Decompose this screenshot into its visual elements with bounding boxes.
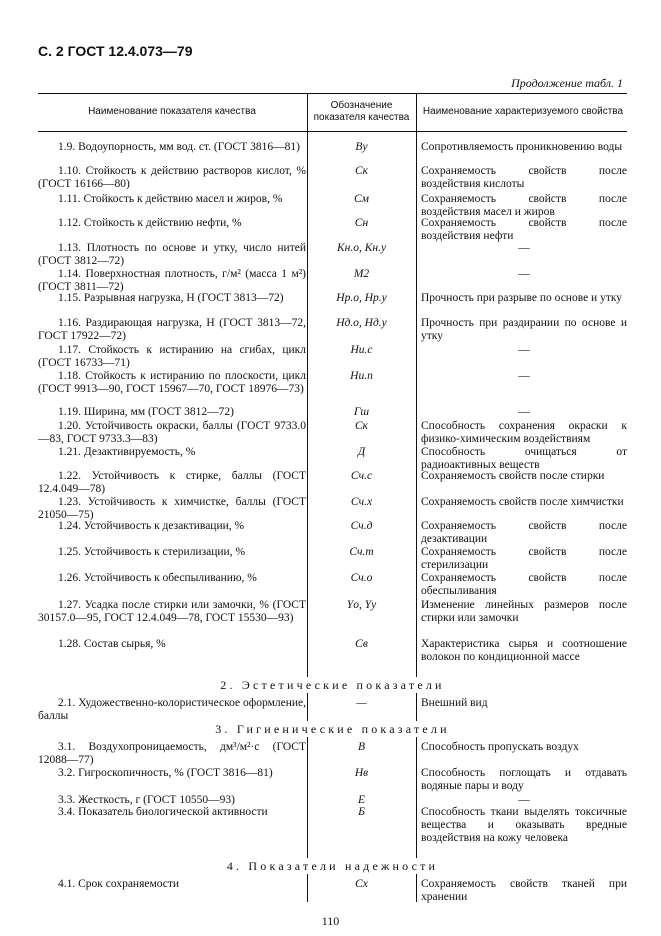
indicator-name <box>38 599 306 625</box>
indicator-name-text: 1.9. Водоупорность, мм вод. ст. (ГОСТ 3816—81) <box>58 141 300 153</box>
characterized-property: Сохраняемость свойств после воздействия масел и жиров <box>421 193 627 218</box>
indicator-name-text: 1.15. Разрывная нагрузка, Н (ГОСТ 3813—72) <box>58 292 284 304</box>
indicator-name <box>38 317 306 343</box>
indicator-name-text: 1.13. Плотность по основе и утку, число нитей (ГОСТ 3812—72) <box>38 242 306 267</box>
table-continuation-note: Продолжение табл. 1 <box>511 76 623 90</box>
indicator-name-text: 3.4. Показатель биологической активности <box>58 806 268 818</box>
section-heading: 2. Эстетические показатели <box>220 678 445 692</box>
indicator-symbol: Hр.о, Hр.у <box>336 292 387 304</box>
indicator-name <box>38 741 306 767</box>
indicator-symbol: Д <box>357 446 366 458</box>
indicator-symbol: Cк <box>354 165 369 177</box>
characterized-property: — <box>518 406 530 418</box>
indicator-name-text: 3.2. Гигроскопичность, % (ГОСТ 3816—81) <box>58 767 273 779</box>
indicator-name <box>38 141 306 154</box>
indicator-symbol: — <box>356 697 367 709</box>
column-divider-right <box>416 737 417 858</box>
section-heading: 4. Показатели надежности <box>226 859 439 873</box>
characterized-property: Сохраняемость свойств после воздействия кислоты <box>421 165 627 190</box>
indicator-symbol: Bу <box>355 141 368 153</box>
characterized-property: Способность ткани выделять токсичные вещества и оказывать вредные воздействия на кожу человека <box>421 806 627 844</box>
indicator-symbol: Cк <box>354 420 369 432</box>
column-divider-left <box>307 693 308 721</box>
characterized-property: Сохраняемость свойств после стирки <box>421 470 605 482</box>
characterized-property: Прочность при разрыве по основе и утку <box>421 292 623 304</box>
characterized-property: Сопротивляемость проникновению воды <box>421 141 623 153</box>
header-col-property: Наименование характеризуемого свойства <box>422 106 624 117</box>
indicator-name <box>38 496 306 522</box>
indicator-symbol: Cн <box>354 217 369 229</box>
indicator-name <box>38 268 306 294</box>
indicator-name <box>38 767 306 780</box>
indicator-name-text: 1.16. Раздирающая нагрузка, Н (ГОСТ 3813—72, ГОСТ 17922—72) <box>38 317 306 342</box>
indicator-symbol: Hд.о, Hд.у <box>336 317 387 329</box>
indicator-symbol: Cх <box>355 878 368 890</box>
characterized-property: Прочность при раздирании по основе и утку <box>421 317 627 342</box>
indicator-symbol: Б <box>358 806 365 818</box>
table-header-rule <box>38 131 627 132</box>
indicator-name <box>38 406 306 419</box>
header-col-symbol: Обозначение показателя качества <box>313 100 410 123</box>
characterized-property: Внешний вид <box>421 697 488 709</box>
indicator-name <box>38 165 306 191</box>
indicator-name <box>38 242 306 268</box>
characterized-property: Сохраняемость свойств после воздействия нефти <box>421 217 627 242</box>
indicator-name-text: 1.18. Стойкость к истиранию по плоскости, цикл (ГОСТ 9913—90, ГОСТ 15967—70, ГОСТ 18976—73) <box>38 370 306 395</box>
header-col-name: Наименование показателя качества <box>88 106 256 117</box>
indicator-name <box>38 638 306 651</box>
column-divider-right <box>416 693 417 721</box>
column-divider-left <box>307 94 308 677</box>
indicator-name <box>38 370 306 396</box>
indicator-symbol: Hи.п <box>350 370 373 382</box>
column-divider-right <box>416 874 417 902</box>
indicator-symbol: Kн.о, Kн.у <box>336 242 387 254</box>
indicator-name-text: 1.27. Усадка после стирки или замочки, % (ГОСТ 30157.0—95, ГОСТ 12.4.049—78, ГОСТ 15530—93) <box>38 599 306 624</box>
indicator-name <box>38 292 306 305</box>
indicator-symbol: Cч.д <box>350 520 373 532</box>
characterized-property: Способность очищаться от радиоактивных веществ <box>421 446 627 471</box>
column-divider-left <box>307 737 308 858</box>
indicator-name <box>38 520 306 533</box>
indicator-symbol: Cч.х <box>350 496 373 508</box>
indicator-symbol: Yо, Yу <box>346 599 377 611</box>
characterized-property: Способность поглощать и отдавать водяные пары и воду <box>421 767 627 792</box>
indicator-name <box>38 572 306 585</box>
indicator-symbol: Гш <box>353 406 370 418</box>
characterized-property: Сохраняемость свойств после обеспыливания <box>421 572 627 597</box>
characterized-property: Сохраняемость свойств после стерилизации <box>421 546 627 571</box>
indicator-name-text: 3.3. Жесткость, г (ГОСТ 10550—93) <box>58 794 235 806</box>
indicator-name-text: 1.17. Стойкость к истиранию на сгибах, цикл (ГОСТ 16733—71) <box>38 344 306 369</box>
indicator-name-text: 4.1. Срок сохраняемости <box>58 878 180 890</box>
indicator-name-text: 1.22. Устойчивость к стирке, баллы (ГОСТ 12.4.049—78) <box>38 470 306 495</box>
indicator-symbol: Cч.т <box>349 546 374 558</box>
indicator-name <box>38 420 306 446</box>
indicator-symbol: Cм <box>353 193 369 205</box>
indicator-name <box>38 217 306 230</box>
indicator-name-text: 3.1. Воздухопроницаемость, дм³/м²·с (ГОСТ 12088—77) <box>38 741 306 766</box>
indicator-name-text: 1.26. Устойчивость к обеспыливанию, % <box>58 572 257 584</box>
column-divider-left <box>307 874 308 902</box>
indicator-name <box>38 697 306 723</box>
characterized-property: Способность сохранения окраски к физико-химическим воздействиям <box>421 420 627 445</box>
indicator-name-text: 1.19. Ширина, мм (ГОСТ 3812—72) <box>58 406 235 418</box>
characterized-property: — <box>518 242 530 254</box>
indicator-name-text: 1.11. Стойкость к действию масел и жиров, % <box>58 193 283 205</box>
indicator-name <box>38 344 306 370</box>
characterized-property: — <box>518 268 530 280</box>
characterized-property: Способность пропускать воздух <box>421 741 579 753</box>
table-top-rule <box>38 93 627 94</box>
indicator-symbol: Hи.с <box>350 344 373 356</box>
characterized-property: Сохраняемость свойств после химчистки <box>421 496 624 508</box>
page-title: С. 2 ГОСТ 12.4.073—79 <box>38 43 193 59</box>
page-number: 110 <box>321 914 340 928</box>
indicator-symbol: B <box>357 741 366 753</box>
indicator-name-text: 1.23. Устойчивость к химчистке, баллы (ГОСТ 21050—75) <box>38 496 306 521</box>
indicator-name <box>38 446 306 459</box>
characterized-property: — <box>518 370 530 382</box>
indicator-name <box>38 470 306 496</box>
characterized-property: Сохраняемость свойств тканей при хранении <box>421 878 627 903</box>
indicator-symbol: E <box>357 794 366 806</box>
indicator-name-text: 1.24. Устойчивость к дезактивации, % <box>58 520 245 532</box>
indicator-name <box>38 193 306 206</box>
indicator-symbol: Cч.о <box>350 572 373 584</box>
indicator-name-text: 2.1. Художественно-колористическое оформление, баллы <box>38 697 306 722</box>
indicator-name-text: 1.12. Стойкость к действию нефти, % <box>58 217 242 229</box>
indicator-name-text: 1.21. Дезактивируемость, % <box>58 446 196 458</box>
indicator-name-text: 1.14. Поверхностная плотность, г/м² (масса 1 м²) (ГОСТ 3811—72) <box>38 268 306 293</box>
indicator-name-text: 1.28. Состав сырья, % <box>58 638 166 650</box>
indicator-symbol: Cв <box>355 638 368 650</box>
characterized-property: Изменение линейных размеров после стирки или замочки <box>421 599 627 624</box>
indicator-name-text: 1.25. Устойчивость к стерилизации, % <box>58 546 246 558</box>
indicator-symbol: Hв <box>354 767 369 779</box>
indicator-name <box>38 546 306 559</box>
characterized-property: — <box>518 344 530 356</box>
column-divider-right <box>416 94 417 677</box>
indicator-name <box>38 878 306 891</box>
characterized-property: — <box>518 794 530 806</box>
indicator-symbol: M2 <box>353 268 370 280</box>
section-heading: 3. Гигиенические показатели <box>215 722 450 736</box>
indicator-name-text: 1.20. Устойчивость окраски, баллы (ГОСТ 9733.0—83, ГОСТ 9733.3—83) <box>38 420 306 445</box>
characterized-property: Характеристика сырья и соотношение волокон по кондиционной массе <box>421 638 627 663</box>
indicator-name <box>38 806 306 819</box>
indicator-symbol: Cч.с <box>350 470 373 482</box>
characterized-property: Сохраняемость свойств после дезактивации <box>421 520 627 545</box>
indicator-name-text: 1.10. Стойкость к действию растворов кислот, % (ГОСТ 16166—80) <box>38 165 306 190</box>
